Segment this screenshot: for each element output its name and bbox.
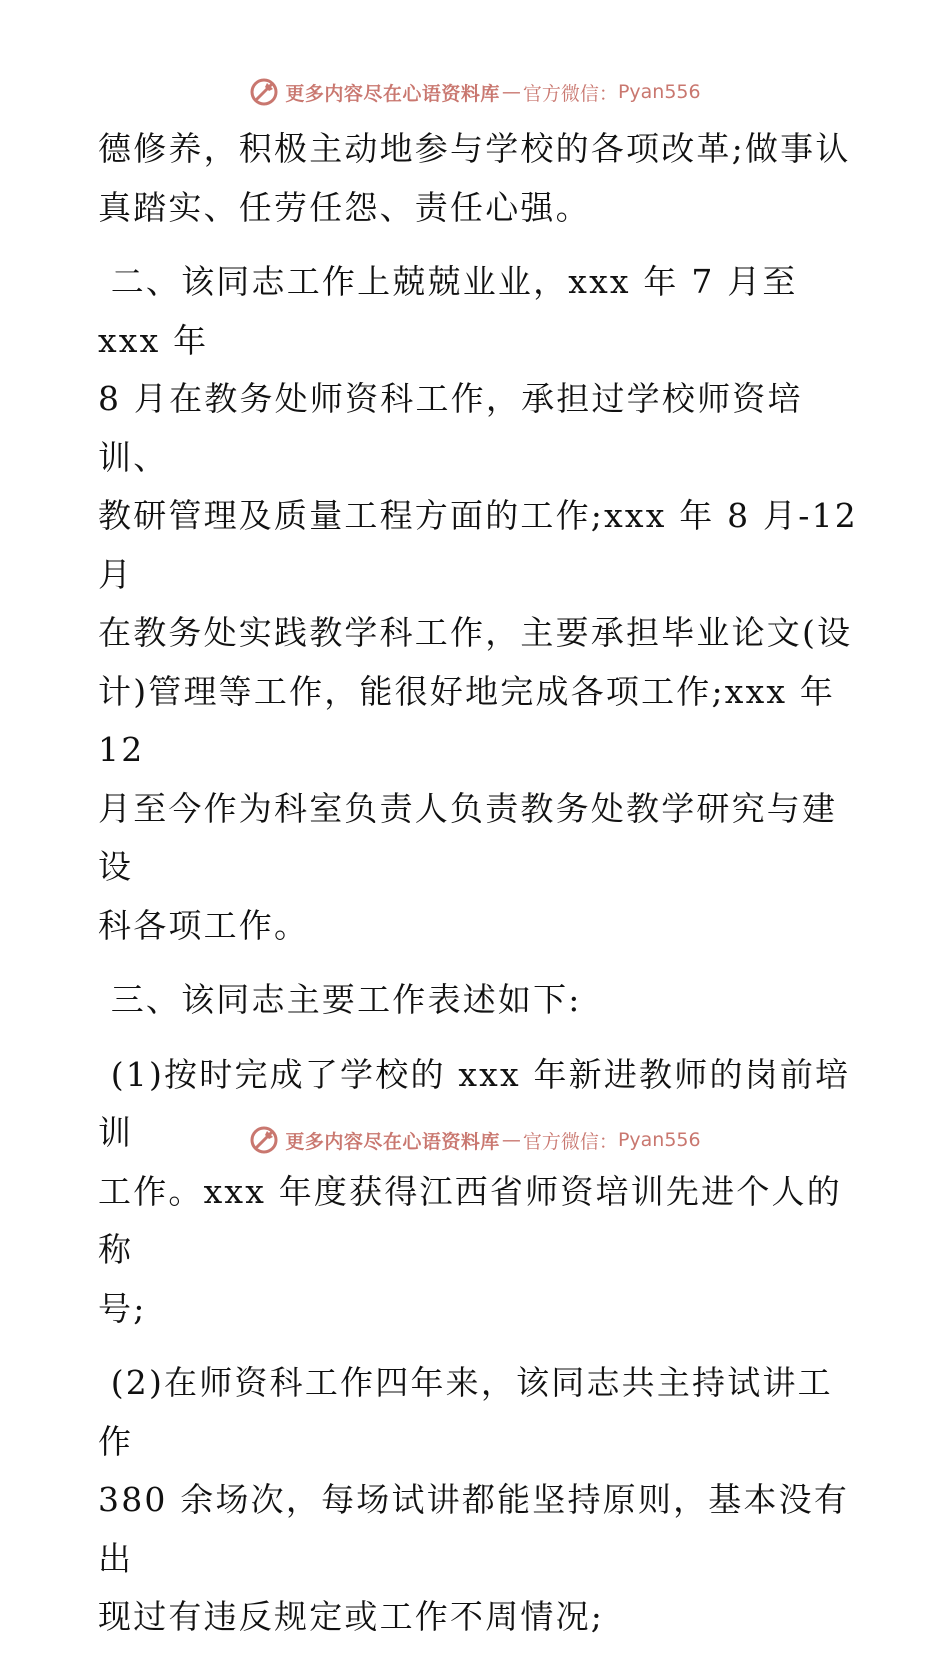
brand-text: 更多内容尽在心语资料库 <box>285 82 500 105</box>
footer-watermark-banner <box>0 1120 950 1160</box>
brand-text: 更多内容尽在心语资料库 <box>285 1130 500 1153</box>
paragraph-section-two: 二、该同志工作上兢兢业业，xxx 年 7 月至 xxx 年 8 月在教务处师资科工作，承担过学校师资培训、 教研管理及质量工程方面的工作;xxx 年 8 月-12 月 在教务处实践教学科工作，主要承担毕业论文(设 计)管理等工作，能很好地完成各项工作;xxx 年 12 月至今作为科室负责人负责教务处教学研究与建设 科各项工作。 <box>98 262 858 945</box>
paragraph-item-two: (2)在师资科工作四年来，该同志共主持试讲工作 380 余场次，每场试讲都能坚持原则，基本没有出 现过有违反规定或工作不周情况; <box>98 1363 850 1636</box>
paragraph-item-one: (1)按时完成了学校的 xxx 年新进教师的岗前培训 工作。xxx 年度获得江西省师资培训先进个人的称 号; <box>98 1054 851 1328</box>
document-body <box>98 120 858 1663</box>
pen-swirl-logo-icon <box>249 1125 279 1155</box>
banner-separator: — <box>501 1129 521 1151</box>
wechat-label: 官方微信： <box>522 1130 618 1153</box>
paragraph-section-three-heading: 三、该同志主要工作表述如下: <box>98 980 582 1019</box>
banner-separator: — <box>501 81 521 103</box>
pen-swirl-logo-icon <box>249 77 279 107</box>
wechat-label: 官方微信： <box>522 82 618 105</box>
wechat-id: Pyan556 <box>617 81 701 103</box>
wechat-id: Pyan556 <box>617 1129 701 1151</box>
header-watermark-banner <box>0 72 950 112</box>
paragraph-continuation: 德修养，积极主动地参与学校的各项改革;做事认 真踏实、任劳任怨、责任心强。 <box>98 129 851 227</box>
